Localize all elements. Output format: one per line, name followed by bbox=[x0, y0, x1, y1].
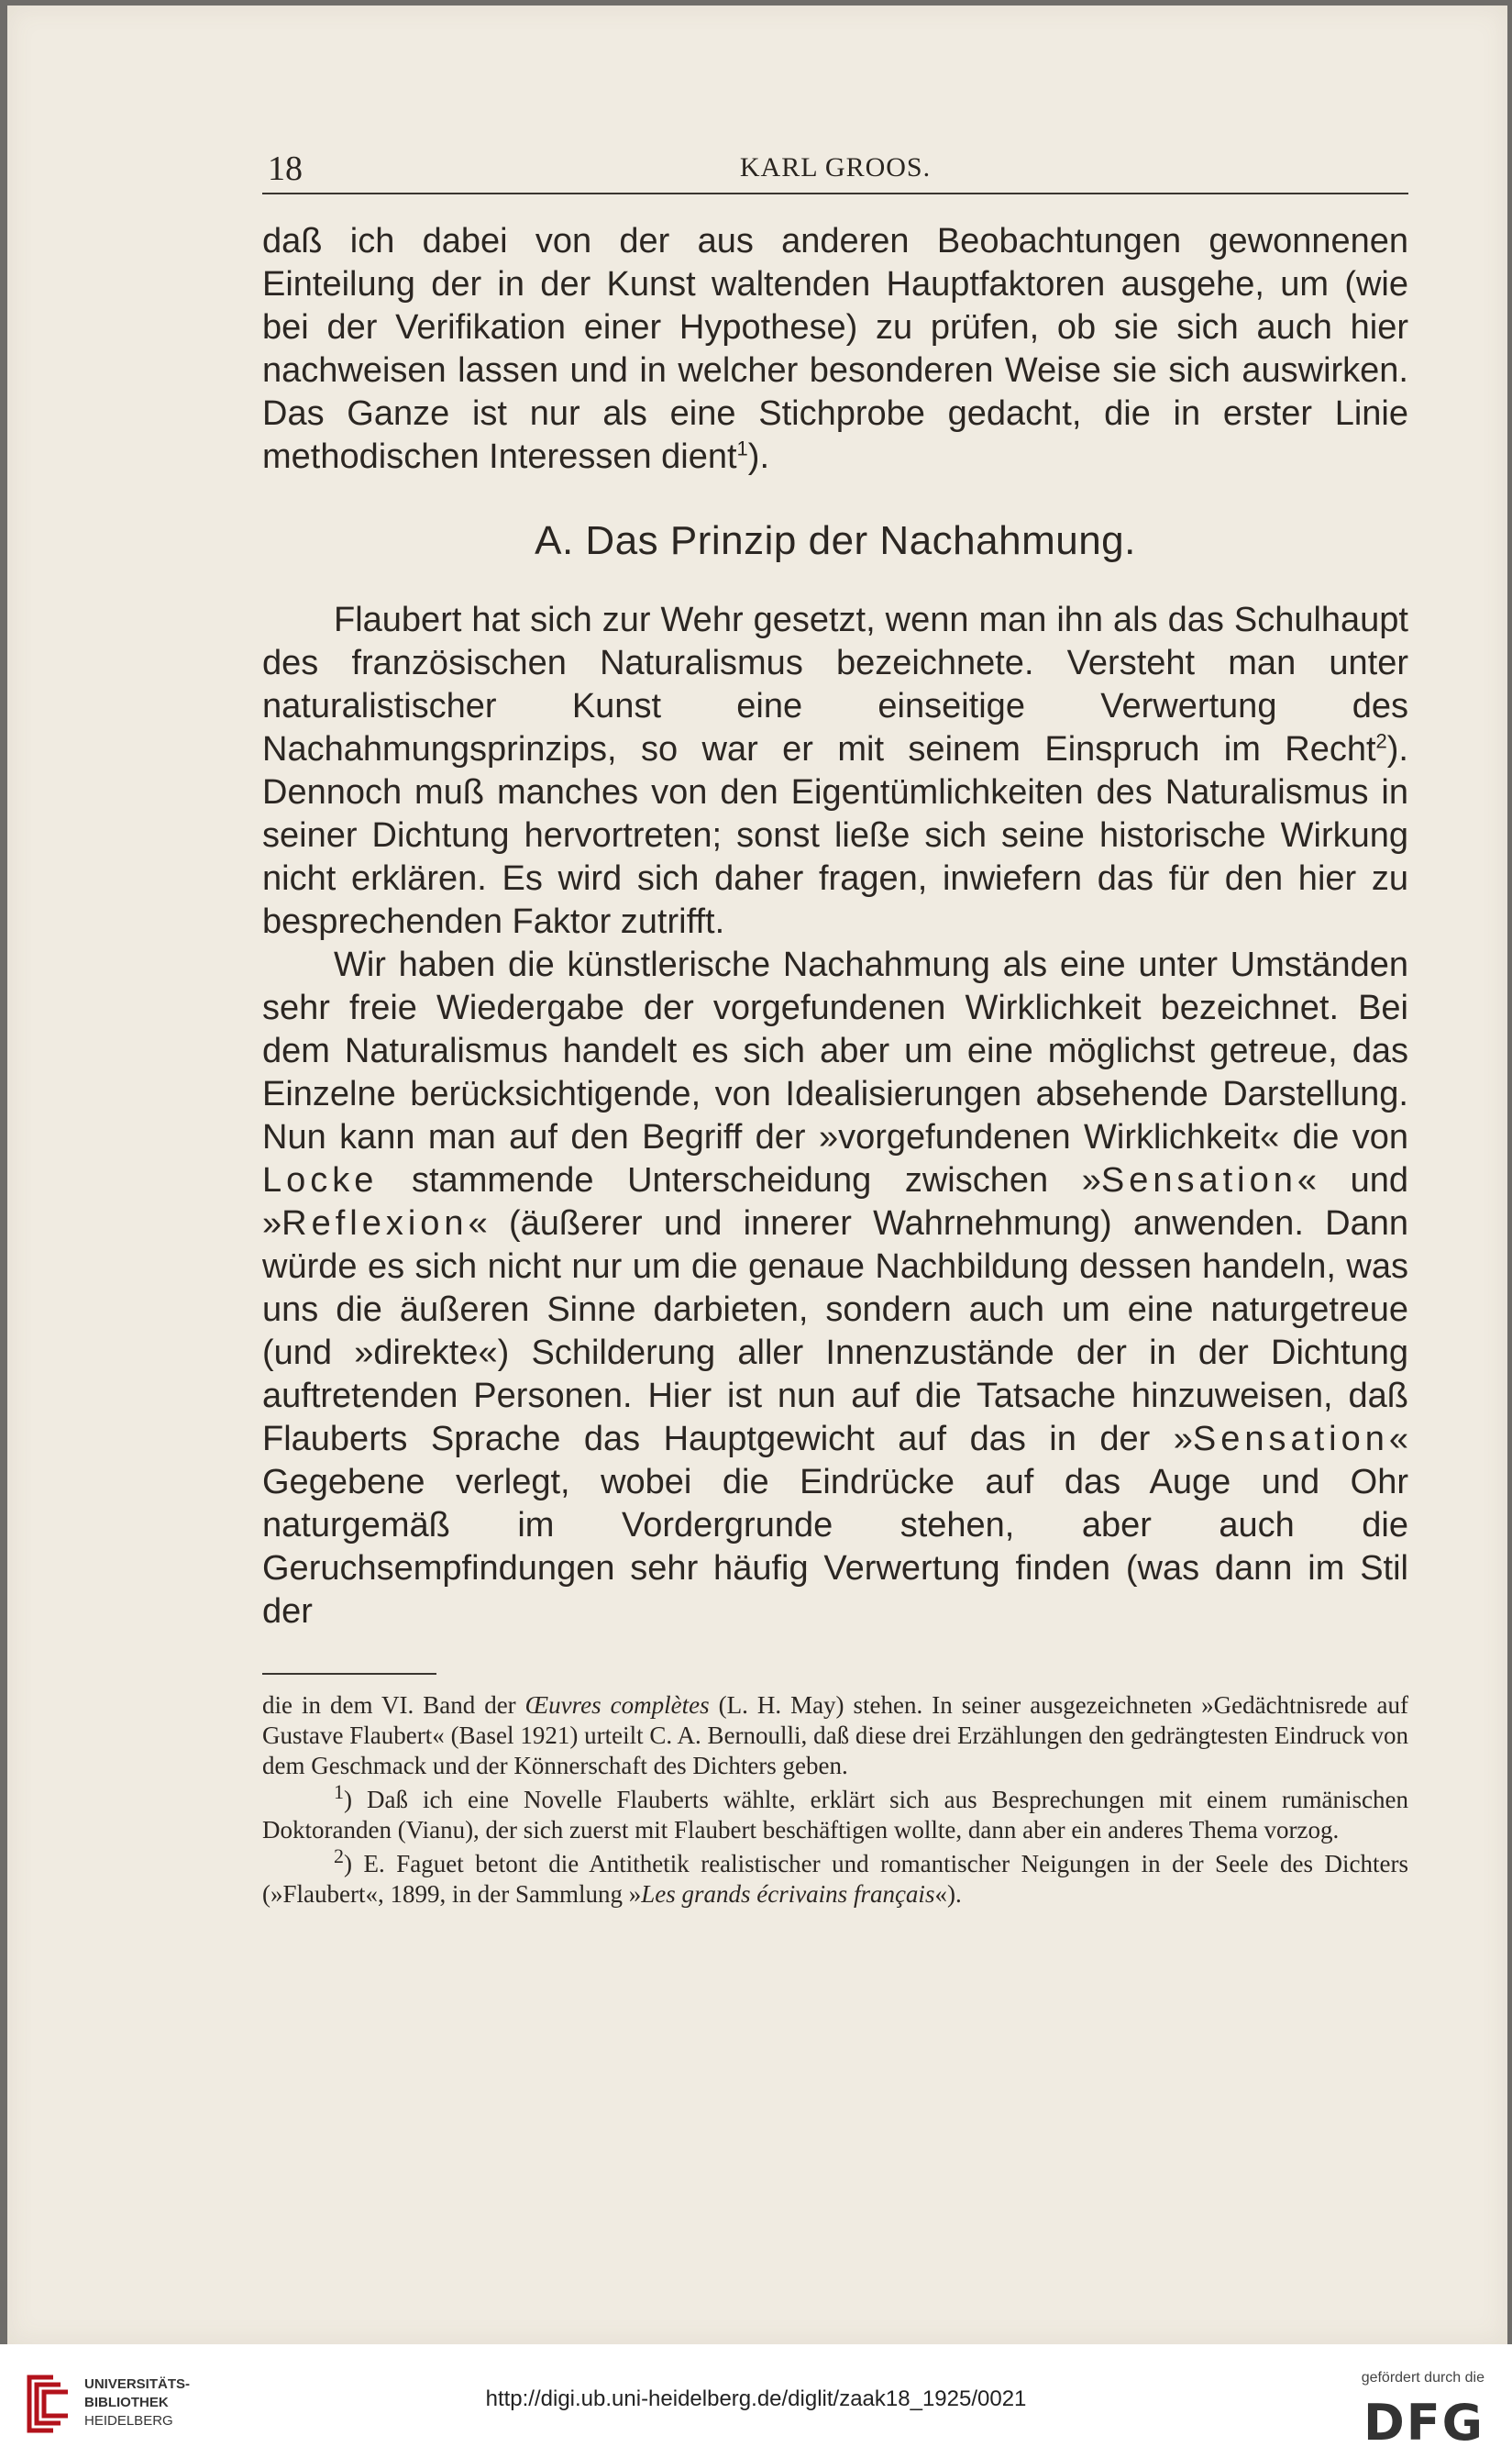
footnote-continuation: die in dem VI. Band der Œuvres complètes (L. H. May) stehen. In seiner ausgezeichneten »Gedächtnisrede auf Gustave Flaubert« (Basel 1921) urteilt C. A. Bernoulli, daß diese drei Erzählungen den gedrängtesten Eindruck von dem Geschmack und der Könnerschaft des Dichters geben. bbox=[262, 1691, 1408, 1779]
footnote-2: $^2$) E. Faguet betont die Antithetik realistischer und romantischer Neigungen in der Seele des Dichters (»Flaubert«, 1899, in der Sammlung »Les grands écrivains français«). bbox=[262, 1844, 1408, 1908]
dfg-logo: DFG bbox=[1363, 2394, 1484, 2452]
main-text bbox=[262, 220, 1408, 1633]
spaced-locke: Locke bbox=[262, 1161, 379, 1200]
running-header bbox=[262, 147, 1408, 194]
intro-paragraph: daß ich dabei von der aus anderen Beobachtungen gewonnenen Einteilung der in der Kunst waltenden Hauptfaktoren ausgehe, um (wie bei der Verifikation einer Hypothese) zu prüfen, ob sie sich auch hier nachweisen lassen und in welcher besonderen Weise sie sich auswirken. Das Ganze ist nur als eine Stichprobe gedacht, die in erster Linie methodischen Interessen dient$^1$). bbox=[262, 222, 1408, 476]
paragraph-nachahmung: Wir haben die künstlerische Nachahmung als eine unter Umständen sehr freie Wiedergabe der vorgefundenen Wirklichkeit bezeichnet. Bei dem Naturalismus handelt es sich aber um eine möglichst getreue, das Einzelne berücksichtigende, von Idealisierungen absehende Darstellung. Nun kann man auf den Begriff der »vorgefundenen Wirklichkeit« die von Locke stammende Unterscheidung zwischen »Sensation« und »Reflexion« (äußerer und innerer Wahrnehmung) anwenden. Dann würde es sich nicht nur um die genaue Nachbildung dessen handeln, was uns die äußeren Sinne darbieten, sondern auch um eine naturgetreue (und »direkte«) Schilderung aller Innenzustände der in der Dichtung auftretenden Personen. Hier ist nun auf die Tatsache hinzuweisen, daß Flauberts Sprache das Hauptgewicht auf das in der »Sensation« Gegebene verlegt, wobei die Eindrücke auf das Auge und Ohr naturgemäß im Vordergrunde stehen, aber auch die Geruchsempfindungen sehr häufig Verwertung finden (was dann im Stil der bbox=[262, 946, 1409, 1631]
footnote-ref-2[interactable]: 2 bbox=[1375, 729, 1387, 753]
page-number: 18 bbox=[268, 149, 303, 188]
university-library-name: UNIVERSITÄTS- BIBLIOTHEK HEIDELBERG bbox=[84, 2376, 191, 2429]
permalink-url[interactable]: http://digi.ub.uni-heidelberg.de/diglit/zaak18_1925/0021 bbox=[485, 2386, 1027, 2411]
paragraph-flaubert: Flaubert hat sich zur Wehr gesetzt, wenn man ihn als das Schulhaupt des französischen Naturalismus bezeichnete. Versteht man unter naturalistischer Kunst eine einseitige Verwertung des Nachahmungsprinzips, so war er mit seinem Einspruch im Recht$^2$). Dennoch muß manches von den Eigentümlichkeiten des Naturalismus in seiner Dichtung hervortreten; sonst ließe sich seine historische Wirkung nicht erklären. Es wird sich daher fragen, inwiefern das für den hier zu besprechenden Faktor zutrifft. bbox=[262, 601, 1408, 941]
footnote-rule bbox=[262, 1673, 436, 1675]
viewer-footer bbox=[0, 2344, 1512, 2458]
footnote-1: $^1$) Daß ich eine Novelle Flauberts wählte, erklärt sich aus Besprechungen mit einem rumänischen Doktoranden (Vianu), der sich zuerst mit Flaubert beschäftigen wollte, dann aber ein anderes Thema vorzog. bbox=[262, 1780, 1408, 1844]
funding-caption: gefördert durch die bbox=[1361, 2370, 1484, 2386]
spaced-sensation: Sensation bbox=[1100, 1161, 1297, 1200]
footnote-ref-1[interactable]: 1 bbox=[736, 437, 748, 460]
running-title: KARL GROOS. bbox=[739, 152, 932, 183]
section-heading: A. Das Prinzip der Nachahmung. bbox=[535, 518, 1136, 563]
footnotes bbox=[262, 1690, 1408, 1913]
spaced-reflexion: Reflexion bbox=[281, 1204, 469, 1243]
spaced-sensation-2: Sensation bbox=[1192, 1420, 1389, 1458]
